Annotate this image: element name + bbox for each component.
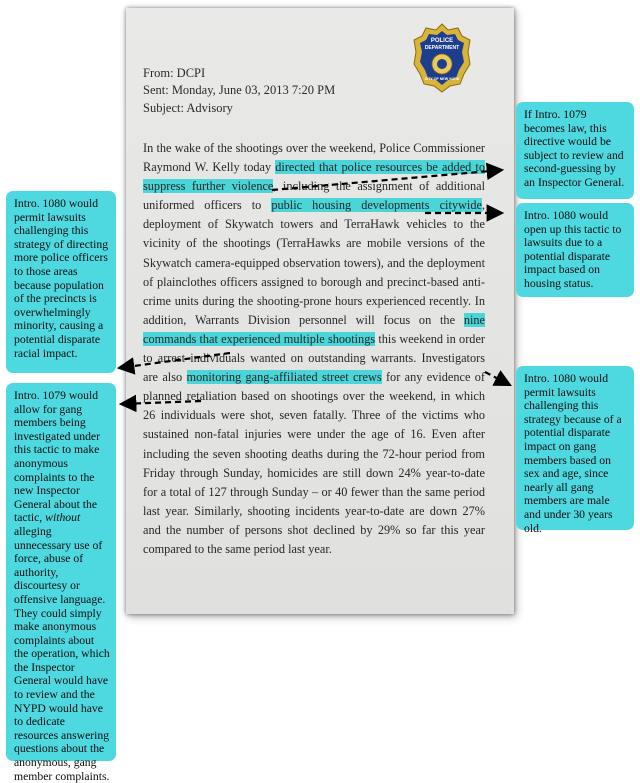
callout-intro-1080-racial: Intro. 1080 would permit lawsuits challenging this strategy of directing more police officers to those areas because population of the precincts is overwhelmingly minority, causing a potential disparate racial impact. — [6, 191, 116, 373]
body-text-segment: , deployment of Skywatch towers and TerraHawk vehicles to the vicinity of the shootings (TerraHawks are mobile versions of the Skywatch camera-equipped observation towers), and the deployment of plainclothes officers assigned to borough and precinct-based anti-crime units during the shooting-prone hours experienced recently. In addition, Warrants Division personnel will focus on the — [143, 198, 485, 327]
body-text-segment: , including the assignment of additional uniformed officers to — [143, 179, 485, 213]
svg-text:POLICE: POLICE — [430, 38, 454, 44]
svg-text:CITY OF NEW YORK: CITY OF NEW YORK — [424, 77, 460, 81]
highlight-police-resources: directed that police resources be added to suppress further violence — [143, 160, 485, 194]
highlight-nine-commands: nine commands that experienced multiple shootings — [143, 312, 485, 346]
body-text-segment: this weekend in order to arrest individuals wanted on outstanding warrants. Investigators are also — [143, 331, 485, 385]
memo-from: From: DCPI — [143, 66, 206, 80]
arrow-to-callout-1080-racial — [119, 353, 230, 368]
callout-text-italic: without — [45, 511, 81, 525]
callout-intro-1080-housing: Intro. 1080 would open up this tactic to lawsuits due to a potential disparate impact based on housing status. — [516, 203, 634, 297]
body-text-segment: In the wake of the shootings over the weekend, Police Commissioner Raymond W. Kelly today — [143, 141, 485, 175]
highlight-gang-crews: monitoring gang-affiliated street crews — [186, 370, 382, 385]
memo-sent: Sent: Monday, June 03, 2013 7:20 PM — [143, 83, 336, 97]
svg-text:DEPARTMENT: DEPARTMENT — [424, 45, 460, 51]
callout-text-part: Intro. 1079 would allow for gang members being investigated under this tactic to make anonymous complaints to the new Inspector General about the tactic, — [14, 389, 101, 525]
body-text-segment: for any evidence of planned retaliation based on shootings over the weekend, in which 26 individuals were shot, seven fatally. Three of the victims who sustained non-fatal injuries were under the age of 16. Even after including the seven shooting deaths during the 72-hour period from Friday through Sunday, homicides are still down 24% year-to-date for a total of 127 through Sunday – or 40 fewer than the same period last year. Similarly, shooting incidents year-to-date are down 27% and the number of persons shot declined by 29% so far this year compared to the same period last year. — [143, 370, 486, 556]
callout-intro-1080-sex-age: Intro. 1080 would permit lawsuits challenging this strategy because of a potential disparate impact on gang members based on sex and age, since nearly all gang members are male and under 30 years old. — [516, 366, 634, 530]
arrow-to-callout-1079-review — [272, 170, 502, 190]
arrow-to-callout-1079-gang — [121, 401, 201, 404]
highlight-public-housing: public housing developments citywide — [271, 198, 482, 213]
arrow-to-callout-1080-sex-age — [485, 372, 510, 385]
memo-subject: Subject: Advisory — [143, 101, 233, 115]
callout-intro-1079-review: If Intro. 1079 becomes law, this directive would be subject to review and second-guessing by an Inspector General. — [516, 102, 634, 199]
callout-text-part: alleging unnecessary use of force, abuse of authority, discourtesy or offensive language. They could simply make anonymous complaints about the operation, which the Inspector General would have to review and the NYPD would have to dedicate resources answering questions about the anonymous, gang member complaints. — [14, 524, 110, 783]
